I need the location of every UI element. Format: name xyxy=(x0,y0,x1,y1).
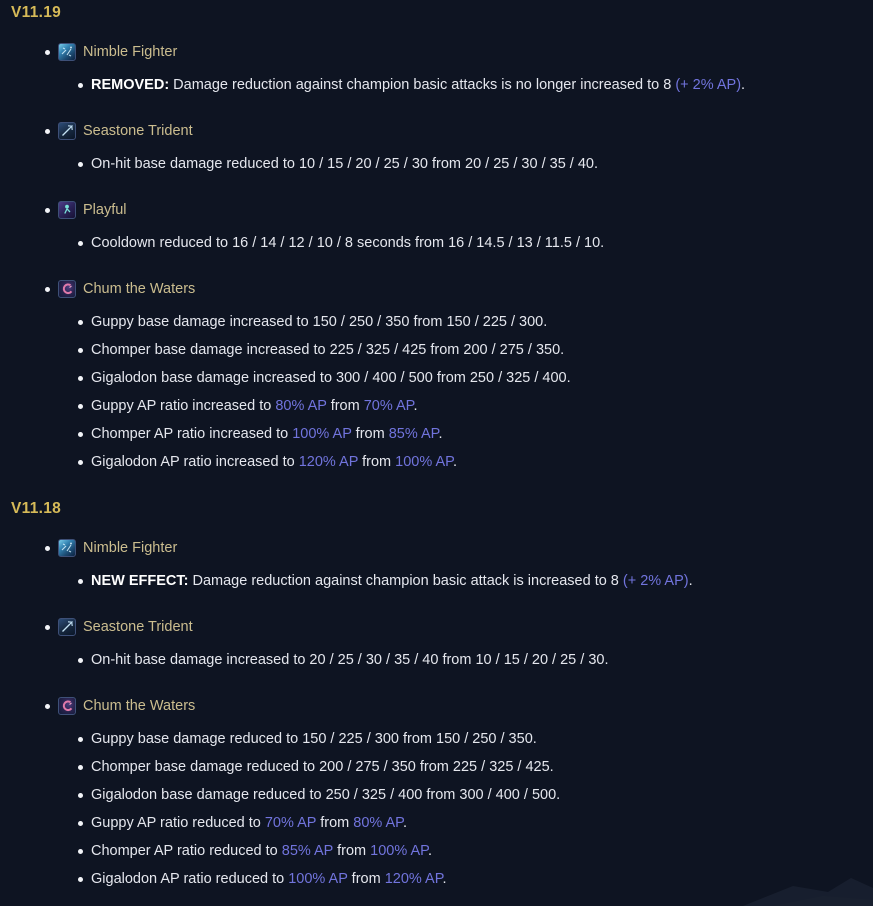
change-text: Gigalodon base damage increased to 300 / 400 / 500 from 250 / 325 / 400. xyxy=(91,370,571,386)
ability-row xyxy=(58,279,861,299)
change-list xyxy=(58,312,861,472)
ability-link[interactable]: Chum the Waters xyxy=(83,698,196,714)
change-item xyxy=(91,785,861,805)
change-item xyxy=(91,233,861,253)
change-list xyxy=(58,154,861,174)
ability-item xyxy=(58,696,861,889)
change-list xyxy=(58,233,861,253)
version-section xyxy=(10,500,861,889)
ap-ratio-link[interactable]: 85% AP xyxy=(281,843,334,859)
change-text: On-hit base damage reduced to 10 / 15 / 20 / 25 / 30 from 20 / 25 / 30 / 35 / 40. xyxy=(91,156,599,172)
change-item xyxy=(91,452,861,472)
ability-link[interactable]: Playful xyxy=(83,202,127,218)
change-text: from xyxy=(326,398,364,414)
ability-item xyxy=(58,617,861,670)
ability-item xyxy=(58,121,861,174)
ability-row xyxy=(58,121,861,141)
change-text: . xyxy=(427,843,432,859)
change-text: . xyxy=(438,426,443,442)
ap-ratio-link[interactable]: 120% AP xyxy=(298,454,359,470)
ability-list xyxy=(10,538,861,889)
change-item xyxy=(91,368,861,388)
ability-item xyxy=(58,279,861,472)
change-text: Guppy AP ratio reduced to xyxy=(91,815,265,831)
ap-ratio-link[interactable]: 80% AP xyxy=(275,398,327,414)
change-text: from xyxy=(347,871,385,887)
ap-ratio-link[interactable]: 120% AP xyxy=(384,871,443,887)
change-text: . xyxy=(403,815,408,831)
ability-row xyxy=(58,696,861,716)
ap-ratio-link[interactable]: 100% AP xyxy=(292,426,352,442)
ability-item xyxy=(58,200,861,253)
change-label: NEW EFFECT: xyxy=(91,573,189,589)
change-item xyxy=(91,424,861,444)
seastone-trident-icon xyxy=(58,122,76,140)
nimble-fighter-icon xyxy=(58,539,76,557)
change-item xyxy=(91,729,861,749)
version-header: V11.18 xyxy=(11,500,62,517)
change-text: Damage reduction against champion basic attack is increased to 8 xyxy=(188,573,623,589)
ability-link[interactable]: Seastone Trident xyxy=(83,123,193,139)
change-item xyxy=(91,869,861,889)
change-item xyxy=(91,841,861,861)
change-list xyxy=(58,75,861,95)
change-text: Chomper base damage increased to 225 / 325 / 425 from 200 / 275 / 350. xyxy=(91,342,565,358)
change-list xyxy=(58,571,861,591)
version-header: V11.19 xyxy=(11,4,62,21)
ability-item xyxy=(58,538,861,591)
ability-link[interactable]: Nimble Fighter xyxy=(83,44,178,60)
change-text: Cooldown reduced to 16 / 14 / 12 / 10 / 8 seconds from 16 / 14.5 / 13 / 11.5 / 10. xyxy=(91,235,605,251)
ap-ratio-link[interactable]: (+ 2% AP) xyxy=(675,77,742,93)
ability-row xyxy=(58,200,861,220)
ability-link[interactable]: Nimble Fighter xyxy=(83,540,178,556)
ap-ratio-link[interactable]: 70% AP xyxy=(264,815,317,831)
ap-ratio-link[interactable]: 80% AP xyxy=(353,815,403,831)
change-item xyxy=(91,757,861,777)
change-list xyxy=(58,650,861,670)
change-item xyxy=(91,75,861,95)
ability-list xyxy=(10,42,861,472)
change-text: from xyxy=(351,426,389,442)
version-section xyxy=(10,4,861,472)
change-label: REMOVED: xyxy=(91,77,170,93)
change-item xyxy=(91,340,861,360)
ability-link[interactable]: Chum the Waters xyxy=(83,281,196,297)
playful-icon xyxy=(58,201,76,219)
ability-item xyxy=(58,42,861,95)
ap-ratio-link[interactable]: 100% AP xyxy=(288,871,348,887)
change-text: . xyxy=(452,454,457,470)
change-item xyxy=(91,813,861,833)
chum-the-waters-icon xyxy=(58,697,76,715)
ap-ratio-link[interactable]: 85% AP xyxy=(388,426,439,442)
ability-row xyxy=(58,42,861,62)
chum-the-waters-icon xyxy=(58,280,76,298)
change-item xyxy=(91,396,861,416)
change-text: Gigalodon base damage reduced to 250 / 325 / 400 from 300 / 400 / 500. xyxy=(91,787,561,803)
change-text: Guppy base damage reduced to 150 / 225 / 300 from 150 / 250 / 350. xyxy=(91,731,537,747)
change-text: from xyxy=(358,454,396,470)
change-text: . xyxy=(442,871,447,887)
change-item xyxy=(91,650,861,670)
ability-link[interactable]: Seastone Trident xyxy=(83,619,193,635)
change-item xyxy=(91,154,861,174)
change-text: Damage reduction against champion basic attacks is no longer increased to 8 xyxy=(169,77,676,93)
ability-row xyxy=(58,617,861,637)
seastone-trident-icon xyxy=(58,618,76,636)
change-text: Chomper base damage reduced to 200 / 275 / 350 from 225 / 325 / 425. xyxy=(91,759,554,775)
change-text: . xyxy=(741,77,746,93)
change-text: On-hit base damage increased to 20 / 25 / 30 / 35 / 40 from 10 / 15 / 20 / 25 / 30. xyxy=(91,652,609,668)
change-text: . xyxy=(413,398,418,414)
nimble-fighter-icon xyxy=(58,43,76,61)
change-text: from xyxy=(316,815,354,831)
change-item xyxy=(91,571,861,591)
change-text: from xyxy=(333,843,371,859)
change-list xyxy=(58,729,861,889)
change-text: Chomper AP ratio increased to xyxy=(91,426,293,442)
ap-ratio-link[interactable]: 100% AP xyxy=(370,843,428,859)
ap-ratio-link[interactable]: (+ 2% AP) xyxy=(622,573,689,589)
ap-ratio-link[interactable]: 70% AP xyxy=(363,398,414,414)
change-item xyxy=(91,312,861,332)
change-text: . xyxy=(688,573,693,589)
ap-ratio-link[interactable]: 100% AP xyxy=(395,454,453,470)
change-text: Guppy base damage increased to 150 / 250 / 350 from 150 / 225 / 300. xyxy=(91,314,548,330)
change-text: Gigalodon AP ratio increased to xyxy=(91,454,299,470)
change-text: Guppy AP ratio increased to xyxy=(91,398,276,414)
change-text: Gigalodon AP ratio reduced to xyxy=(91,871,289,887)
change-text: Chomper AP ratio reduced to xyxy=(91,843,282,859)
ability-row xyxy=(58,538,861,558)
